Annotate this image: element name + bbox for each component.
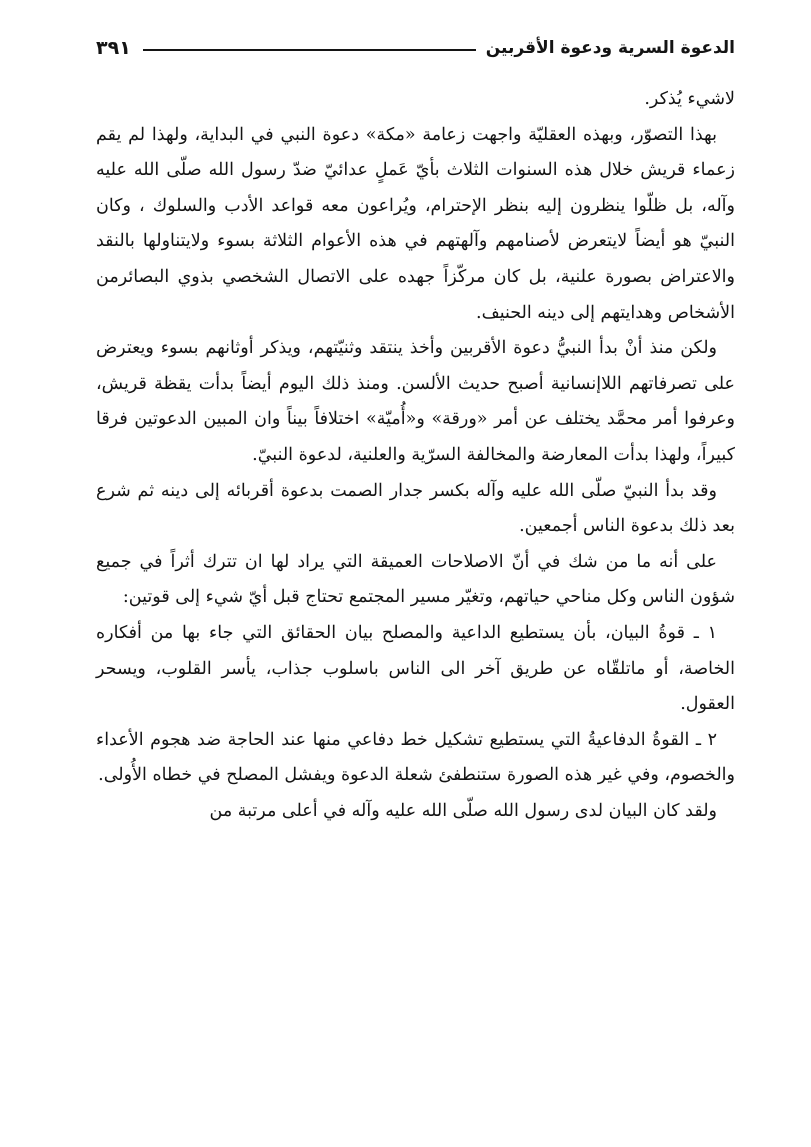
list-item-2: ٢ ـ القوةُ الدفاعيةُ التي يستطيع تشكيل خط دفاعي منها عند الحاجة ضد هجوم الأعداء والخصوم، وفي غير هذه الصورة ستنطفئ شعلة الدعوة ويفشل المصلح في خطاه الأُولى. [96,729,735,786]
paragraph-3: ولكن منذ أنْ بدأ النبيُّ دعوة الأقربين وأخذ ينتقد وثنيّتهم، ويذكر أوثانهم بسوء ويعترض على تصرفاتهم اللاإنسانية أصبح حديث الألسن. ومنذ ذلك اليوم أيضاً بدأت يقظة قريش، وعرفوا أمر محمَّد يختلف عن أمر «ورقة» و«أُميّة» اختلافاً بيناً وان المبين الدعوتين فرقا كبيراً، ولهذا بدأت المعارضة والمخالفة السرّية والعلنية، لدعوة النبيّ. [96,338,735,465]
paragraph-6: ولقد كان البيان لدى رسول الله صلّى الله عليه وآله في أعلى مرتبة من [209,800,717,821]
paragraph-2: بهذا التصوّر، وبهذه العقليّة واجهت زعامة «مكة» دعوة النبي في البداية، ولهذا لم يقم زعماء قريش خلال هذه السنوات الثلاث بأيّ عَملٍ عدائيّ ضدّ رسول الله صلّى الله عليه وآله، بل ظلّوا ينظرون إليه بنظر الإحترام، ويُراعون معه قواعد الأدب والسلوك ، وكان النبيّ هو أيضاً لايتعرض لأصنامهم وآلهتهم في هذه الأعوام الثلاثة بسوء ولايتناولها بالنقد والاعتراض بصورة علنية، بل كان مركّزاً جهده على الاتصال الشخصي بذوي البصائرمن الأشخاص وهدايتهم إلى دينه الحنيف. [96,124,735,323]
paragraph-4: وقد بدأ النبيّ صلّى الله عليه وآله بكسر جدار الصمت بدعوة أقربائه إلى دينه ثم شرع بعد ذلك بدعوة الناس أجمعين. [96,480,735,537]
body-text [96,82,735,829]
paragraph-5: على أنه ما من شك في أنّ الاصلاحات العميقة التي يراد لها ان تترك أثراً في جميع شؤون الناس وكل مناحي حياتهم، وتغيّر مسير المجتمع تحتاج قبل أيّ شيء إلى قوتين: [96,551,735,608]
chapter-title: الدعوة السرية ودعوة الأقربين [485,38,735,58]
paragraph-1: لاشيء يُذكر. [644,89,735,109]
list-item-1: ١ ـ قوةُ البيان، بأن يستطيع الداعية والمصلح بيان الحقائق التي جاء بها من أفكاره الخاصة، أو ماتلقّاه عن طريق آخر الى الناس باسلوب جذاب، يأسر القلوب، ويسحر العقول. [96,622,735,715]
running-header [96,30,735,66]
header-rule [143,49,476,51]
page-number: ٣٩١ [96,37,131,59]
